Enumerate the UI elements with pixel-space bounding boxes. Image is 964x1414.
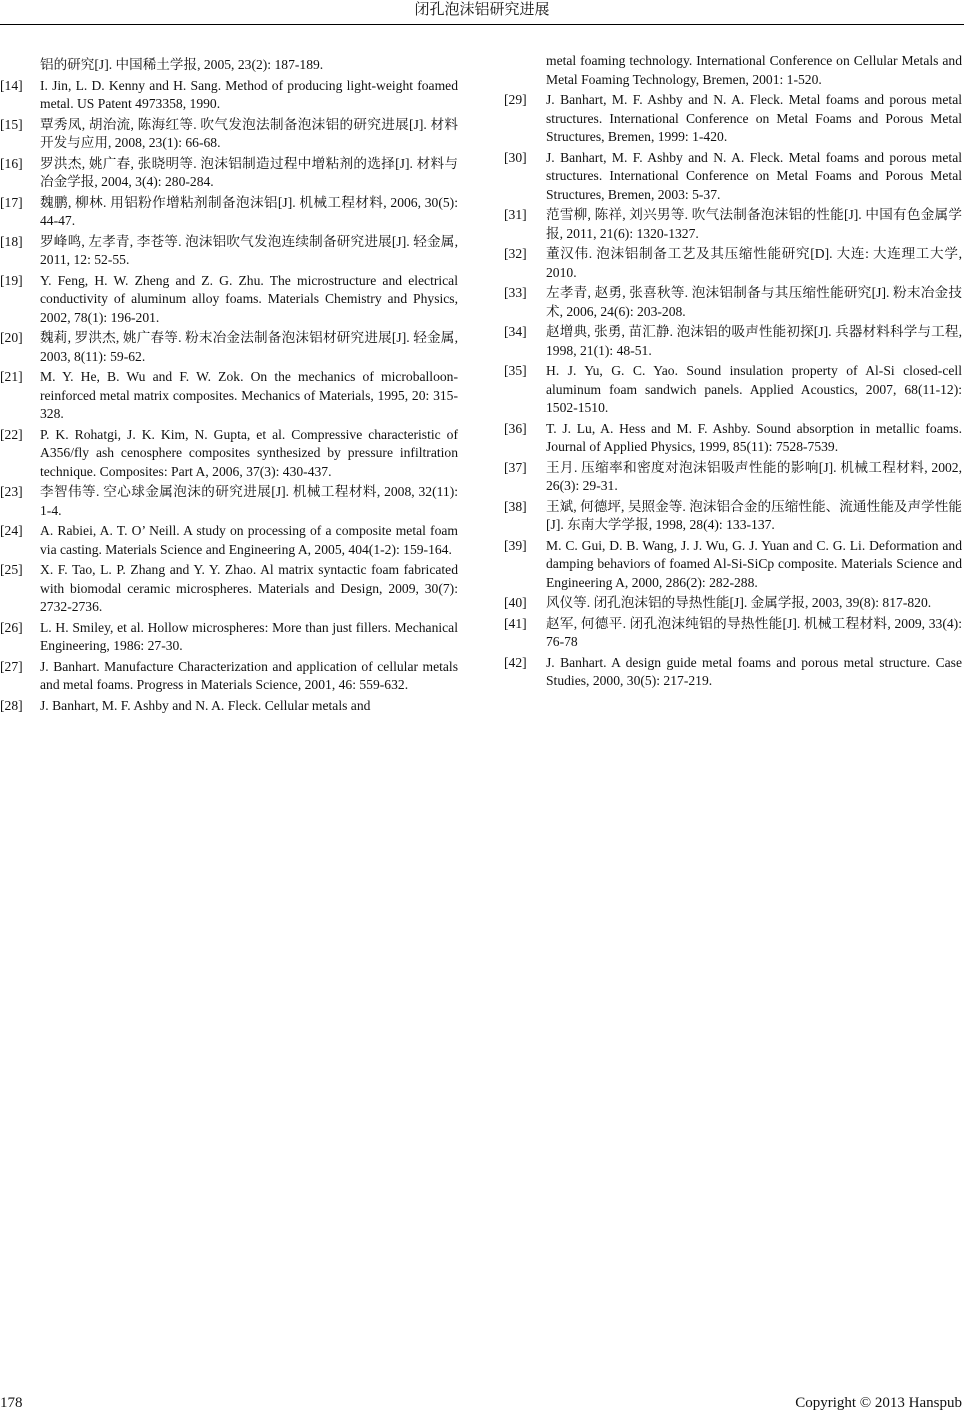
reference-entry	[0, 368, 458, 424]
reference-text: 赵军, 何德平. 闭孔泡沫纯铝的导热性能[J]. 机械工程材料, 2009, 33(4): 76-78	[546, 615, 962, 649]
running-header: 闭孔泡沫铝研究进展	[414, 2, 550, 18]
reference-number: [25]	[0, 562, 23, 577]
reference-text: J. Banhart, M. F. Ashby and N. A. Fleck. Metal foams and porous metal structures. International Conference on Metal Foams and Porous Metal Structures, Bremen, 1999: 1-420.	[546, 92, 962, 144]
reference-entry	[504, 149, 962, 205]
reference-number: [34]	[504, 324, 527, 339]
reference-number: [41]	[504, 615, 527, 631]
reference-entry	[0, 194, 458, 231]
copyright-notice: Copyright © 2013 Hanspub	[795, 1395, 962, 1411]
reference-text: 董汉伟. 泡沫铝制备工艺及其压缩性能研究[D]. 大连: 大连理工大学, 2010.	[546, 246, 962, 280]
reference-entry	[0, 658, 458, 695]
reference-entry	[0, 561, 458, 617]
reference-number: [39]	[504, 537, 527, 553]
reference-entry	[504, 206, 962, 243]
reference-entry	[0, 329, 458, 366]
reference-number: [21]	[0, 369, 23, 384]
reference-entry	[0, 272, 458, 328]
reference-entry	[504, 245, 962, 282]
reference-number: [27]	[0, 658, 23, 674]
reference-text: X. F. Tao, L. P. Zhang and Y. Y. Zhao. Al matrix syntactic foam fabricated with biomodal ceramic microspheres. Materials and Design, 2009, 30(7): 2732-2736.	[40, 562, 458, 614]
reference-text: Y. Feng, H. W. Zheng and Z. G. Zhu. The microstructure and electrical conductivity of aluminum alloy foams. Materials Chemistry and Physics, 2002, 78(1): 196-201.	[40, 272, 458, 325]
reference-entry	[504, 420, 962, 457]
left-column	[0, 56, 458, 717]
reference-number: [26]	[0, 619, 23, 635]
reference-number: [23]	[0, 484, 23, 499]
reference-entry	[0, 522, 458, 559]
reference-text: 罗峰鸣, 左孝青, 李苍等. 泡沫铝吹气发泡连续制备研究进展[J]. 轻金属, 2011, 12: 52-55.	[40, 233, 458, 267]
reference-entry	[504, 284, 962, 321]
reference-number: [38]	[504, 498, 527, 514]
reference-number: [31]	[504, 207, 527, 222]
reference-entry	[0, 155, 458, 192]
header-rule	[0, 24, 964, 25]
reference-entry	[0, 619, 458, 656]
reference-entry	[504, 537, 962, 593]
reference-number: [17]	[0, 194, 23, 210]
reference-entry	[504, 615, 962, 652]
reference-text: I. Jin, L. D. Kenny and H. Sang. Method of producing light-weight foamed metal. US Patent 4973358, 1990.	[40, 77, 458, 111]
reference-text: 王月. 压缩率和密度对泡沫铝吸声性能的影响[J]. 机械工程材料, 2002, 26(3): 29-31.	[546, 459, 962, 493]
reference-text: H. J. Yu, G. C. Yao. Sound insulation property of Al-Si closed-cell aluminum foam sandwich panels. Applied Acoustics, 2007, 68(11-12): 1502-1510.	[546, 363, 962, 415]
reference-continuation-left	[18, 56, 458, 75]
reference-number: [19]	[0, 272, 23, 288]
reference-number: [22]	[0, 426, 23, 442]
reference-text: A. Rabiei, A. T. O’ Neill. A study on processing of a composite metal foam via casting. Materials Science and Engineering A, 2005, 404(1-2): 159-164.	[40, 523, 458, 557]
reference-text: J. Banhart. Manufacture Characterization and application of cellular metals and metal foams. Progress in Materials Science, 2001, 46: 559-632.	[40, 658, 458, 692]
reference-entry	[0, 116, 458, 153]
reference-text: 罗洪杰, 姚广春, 张晓明等. 泡沫铝制造过程中增粘剂的选择[J]. 材料与冶金学报, 2004, 3(4): 280-284.	[40, 155, 458, 189]
reference-text: P. K. Rohatgi, J. K. Kim, N. Gupta, et al. Compressive characteristic of A356/fly ash cenosphere composites synthesized by pressure infiltration technique. Composites: Part A, 2006, 37(3): 430-437.	[40, 426, 458, 479]
reference-number: [15]	[0, 116, 23, 132]
reference-number: [37]	[504, 459, 527, 475]
reference-text: 风仪等. 闭孔泡沫铝的导热性能[J]. 金属学报, 2003, 39(8): 817-820.	[546, 595, 932, 610]
reference-number: [33]	[504, 285, 527, 300]
reference-entry	[504, 323, 962, 360]
reference-text: 左孝青, 赵勇, 张喜秋等. 泡沫铝制备与其压缩性能研究[J]. 粉末冶金技术, 2006, 24(6): 203-208.	[546, 285, 962, 319]
reference-number: [42]	[504, 654, 527, 670]
left-reference-list	[0, 77, 458, 716]
reference-number: [14]	[0, 77, 23, 93]
reference-text: 覃秀凤, 胡治流, 陈海红等. 吹气发泡法制备泡沫铝的研究进展[J]. 材料开发与应用, 2008, 23(1): 66-68.	[40, 116, 458, 150]
reference-entry	[504, 594, 962, 613]
reference-entry	[504, 498, 962, 535]
page-number: 178	[0, 1395, 23, 1411]
reference-text: 铝的研究[J]. 中国稀土学报, 2005, 23(2): 187-189.	[40, 57, 324, 72]
reference-number: [30]	[504, 149, 527, 165]
reference-text: metal foaming technology. International Conference on Cellular Metals and Metal Foaming Technology, Bremen, 2001: 1-520.	[546, 53, 962, 87]
reference-number: [40]	[504, 595, 527, 610]
right-reference-list	[504, 91, 962, 691]
reference-text: 王斌, 何德坪, 吴照金等. 泡沫铝合金的压缩性能、流通性能及声学性能[J]. 东南大学学报, 1998, 28(4): 133-137.	[546, 498, 962, 532]
reference-entry	[504, 459, 962, 496]
reference-text: J. Banhart, M. F. Ashby and N. A. Fleck. Metal foams and porous metal structures. International Conference on Metal Foams and Porous Metal Structures, Bremen, 2003: 5-37.	[546, 149, 962, 202]
reference-text: 李智伟等. 空心球金属泡沫的研究进展[J]. 机械工程材料, 2008, 32(11): 1-4.	[40, 484, 458, 518]
reference-entry	[504, 91, 962, 147]
reference-number: [18]	[0, 233, 23, 249]
reference-entry	[0, 426, 458, 482]
reference-number: [36]	[504, 420, 527, 436]
reference-text: 魏莉, 罗洪杰, 姚广春等. 粉末冶金法制备泡沫铝材研究进展[J]. 轻金属, 2003, 8(11): 59-62.	[40, 330, 458, 364]
reference-text: 范雪柳, 陈祥, 刘兴男等. 吹气法制备泡沫铝的性能[J]. 中国有色金属学报, 2011, 21(6): 1320-1327.	[546, 207, 962, 241]
reference-entry	[504, 654, 962, 691]
reference-continuation-right	[504, 52, 962, 89]
reference-entry	[0, 697, 458, 716]
reference-text: 赵增典, 张勇, 苗汇静. 泡沫铝的吸声性能初探[J]. 兵器材料科学与工程, 1998, 21(1): 48-51.	[546, 324, 962, 358]
reference-number: [20]	[0, 330, 23, 345]
reference-number: [28]	[0, 697, 23, 713]
reference-text: L. H. Smiley, et al. Hollow microspheres: More than just fillers. Mechanical Engineering, 1986: 27-30.	[40, 619, 458, 653]
reference-number: [29]	[504, 92, 527, 107]
reference-text: M. C. Gui, D. B. Wang, J. J. Wu, G. J. Yuan and C. G. Li. Deformation and damping behaviors of foamed Al-Si-SiCp composite. Materials Science and Engineering A, 2000, 286(2): 282-288.	[546, 537, 962, 590]
reference-text: T. J. Lu, A. Hess and M. F. Ashby. Sound absorption in metallic foams. Journal of Applied Physics, 1999, 85(11): 7528-7539.	[546, 420, 962, 454]
reference-entry	[0, 77, 458, 114]
reference-text: J. Banhart. A design guide metal foams and porous metal structure. Case Studies, 2000, 30(5): 217-219.	[546, 654, 962, 688]
reference-entry	[0, 483, 458, 520]
reference-number: [32]	[504, 246, 527, 261]
right-column	[504, 52, 962, 693]
reference-entry	[504, 362, 962, 418]
reference-number: [16]	[0, 155, 23, 171]
reference-text: 魏鹏, 柳林. 用铝粉作增粘剂制备泡沫铝[J]. 机械工程材料, 2006, 30(5): 44-47.	[40, 194, 458, 228]
reference-text: J. Banhart, M. F. Ashby and N. A. Fleck. Cellular metals and	[40, 697, 371, 713]
reference-entry	[0, 233, 458, 270]
reference-text: M. Y. He, B. Wu and F. W. Zok. On the mechanics of microballoon-reinforced metal matrix composites. Mechanics of Materials, 1995, 20: 315-328.	[40, 369, 458, 421]
reference-number: [35]	[504, 363, 527, 378]
reference-number: [24]	[0, 523, 23, 538]
